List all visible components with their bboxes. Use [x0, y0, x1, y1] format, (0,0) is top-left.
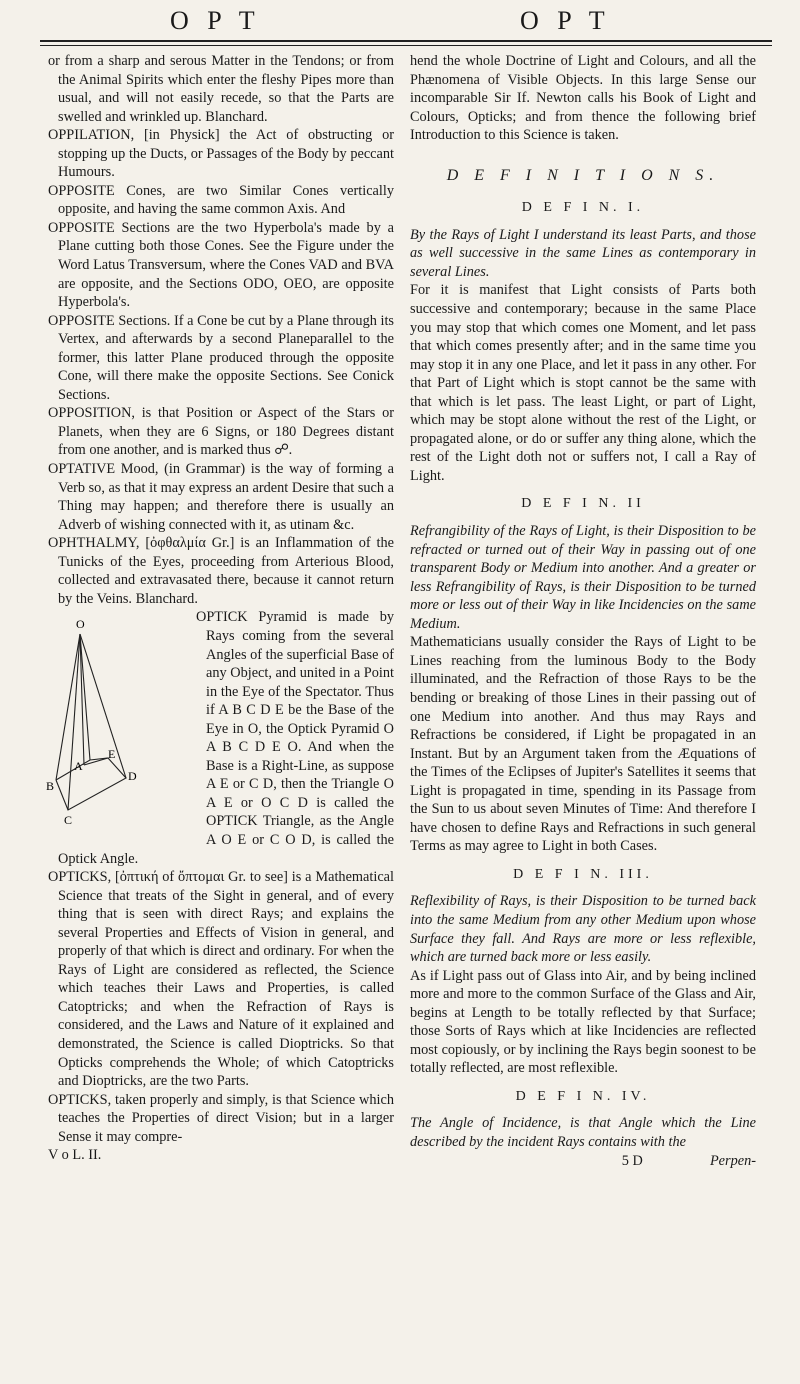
entry-opposite-sections-2: OPPOSITE Sections. If a Cone be cut by a Plane through its Vertex, and afterwards by a second Planeparallel to the former, this latter Plane produced through the opposite Cone, will there make the opposite Sections. See Conick Sections. — [48, 312, 394, 403]
entry-opticks: OPTICKS, [ὀπτική of ὄπτομαι Gr. to see] is a Mathematical Science that treats of the Sight in general, and of every thing that is seen with direct Rays; and explains the several Properties and Effects of Vision in general, and properly of that which is direct and ordinary. For when the Rays of Light are considered as reflected, the Science which teaches their Laws and Properties, is called Catoptricks; and when the Refraction of Rays is considered, and the Laws and Nature of it explained and demonstrated, the Science is called Dioptricks. So that Opticks comprehends the Whole; of which Catoptricks and Dioptricks, are the two Parts. — [48, 869, 394, 1090]
defin-4-heading: D E F I N. IV. — [515, 1088, 651, 1104]
signature-and-catchword — [410, 1152, 756, 1171]
entry-oppilation: OPPILATION, [in Physick] the Act of obstructing or stopping up the Ducts, or Passages of the Body by peccant Humours. — [48, 127, 394, 181]
right-column — [410, 52, 756, 1170]
defin-4-title: The Angle of Incidence, is that Angle which the Line described by the incident Rays contains with the — [410, 1115, 756, 1150]
entry-ophthalmy: OPHTHALMY, [ὀφθαλμία Gr.] is an Inflammation of the Tunicks of the Eyes, proceeding from Arterious Blood, collected and extravasated there, because it cannot return by the Veins. Blanchard. — [48, 535, 394, 607]
entry-tendons: or from a sharp and serous Matter in the Tendons; or from the Animal Spirits which enter the fleshy Pipes more than usual, and will not easily recede, so that the Parts are swelled and wrinkled up. Blanchard. — [48, 53, 394, 125]
defin-3-heading: D E F I N. III. — [513, 866, 653, 882]
label-a: A — [74, 759, 83, 774]
defin-2-body: Mathematicians usually consider the Rays of Light to be Lines reaching from the luminous Body to the Body illuminated, and the Refraction of those Rays to be the bending or breaking of those Lines in their passing out of one Medium into another. And thus may Rays and Refractions be considered, if Light be propagated in an Instant. But by an Argument taken from the Æquations of the Times of the Eclipses of Jupiter's Satellites it seems that Light is propagated in time, spending in its Passage from the Sun to us about seven Minutes of Time: And therefore I have chosen to define Rays and Refractions in such general Terms as may agree to Light in both Cases. — [410, 634, 756, 855]
header-rule — [40, 40, 772, 42]
left-column — [48, 52, 394, 1165]
entry-opposite-cones: OPPOSITE Cones, are two Similar Cones vertically opposite, and having the same common Axis. And — [48, 182, 394, 218]
label-b: B — [46, 779, 55, 794]
defin-3-title: Reflexibility of Rays, is their Disposition to be turned back into the same Medium from any other Medium upon whose Surface they fall. And Rays are more or less reflexible, which are turned back more or less easily. — [410, 893, 756, 966]
catchword: Perpen- — [709, 1152, 756, 1169]
signature-mark: 5 D — [621, 1152, 643, 1169]
entry-opposite-sections: OPPOSITE Sections are the two Hyperbola's made by a Plane cutting both those Cones. See the Figure under the Word Latus Transversum, where the Cones VAD and BVA are opposite, and the Sections ODO, OEO, are opposite Hyperbola's. — [48, 219, 394, 311]
optick-pyramid-figure — [44, 610, 200, 832]
entry-opposition: OPPOSITION, is that Position or Aspect of the Stars or Planets, when they are 6 Signs, or 180 Degrees distant from one another, and is marked thus ☍. — [48, 405, 394, 459]
base-outline — [56, 758, 126, 810]
volume-signature: V o L. II. — [48, 1147, 102, 1164]
ray-oc — [68, 634, 80, 810]
label-d: D — [128, 769, 137, 784]
header-rule-thin — [40, 45, 772, 46]
defin-1-body: For it is manifest that Light consists of Parts both successive and contemporary; because in the same Place you may stop that which comes one Moment, and let pass that which comes presently after; and in the same time you may stop it in any one Place, and let it pass in any other. For that Part of Light which is stopt cannot be the same with that which is let pass. The least Light, or part of Light, which may be stopt alone without the rest of the Light, or propagated alone, or do or suffer any thing alone, which the rest of the Light doth not or suffers not, I call a Ray of Light. — [410, 282, 756, 484]
label-e: E — [108, 747, 116, 762]
defin-3-body: As if Light pass out of Glass into Air, and by being inclined more and more to the common Surface of the Glass and Air, begins at Length to be totally reflected by that Surface; those Sorts of Rays which at like Incidencies are reflected most copiously, or by inclining the Rays begin soonest to be totally reflected, are most reflexible. — [410, 967, 756, 1077]
optick-pyramid-diagram — [44, 610, 200, 832]
page-header — [0, 0, 800, 50]
entry-optick-pyramid: OPTICK Pyramid is made by Rays coming from the several Angles of the superficial Base of any Object, and united in a Point in the Eye of the Spectator. Thus if A B C D E be the Base of the Eye in O, the Optick Pyramid O A B C D E O. And when the Base is a Right-Line, as suppose A E or C D, then the Triangle O A E or O C D is called the OPTICK Triangle, as the Angle A O E or C O D, is called the Optick Angle. — [58, 609, 394, 867]
running-head-right: O P T — [520, 6, 611, 35]
ray-od — [80, 634, 126, 778]
label-o: O — [76, 617, 85, 632]
defin-2-heading: D E F I N. II — [521, 496, 645, 512]
defin-1-heading: D E F I N. I. — [521, 200, 645, 216]
introduction-text: hend the whole Doctrine of Light and Colours, and all the Phænomena of Visible Objects. In this large Sense our incomparable Sir If. Newton calls his Book of Light and Colours, Opticks; and from thence the following brief Introduction to this Science is taken. — [410, 53, 756, 144]
label-c: C — [64, 813, 73, 828]
definitions-heading: D E F I N I T I O N S. — [446, 166, 720, 184]
entry-opticks-2: OPTICKS, taken properly and simply, is that Science which teaches the Properties of direct Vision; but in a larger Sense it may compre- — [48, 1091, 394, 1145]
running-head-left: O P T — [170, 6, 261, 35]
entry-optative: OPTATIVE Mood, (in Grammar) is the way of forming a Verb so, as that it may express an ardent Desire that such a Thing may happen; and therefore there is usually an Adverb of wishing connected with it, as utinam &c. — [48, 461, 394, 533]
defin-2-title: Refrangibility of the Rays of Light, is their Disposition to be refracted or turned out of their Way in passing out of one transparent Body or Medium into another. And a greater or less Refrangibility of Rays, is their Disposition to be turned more or less out of their Way in like Incidencies on the same Medium. — [410, 523, 756, 632]
defin-1-title: By the Rays of Light I understand its least Parts, and those as well successive in the same Lines as contemporary in several Lines. — [410, 226, 756, 280]
